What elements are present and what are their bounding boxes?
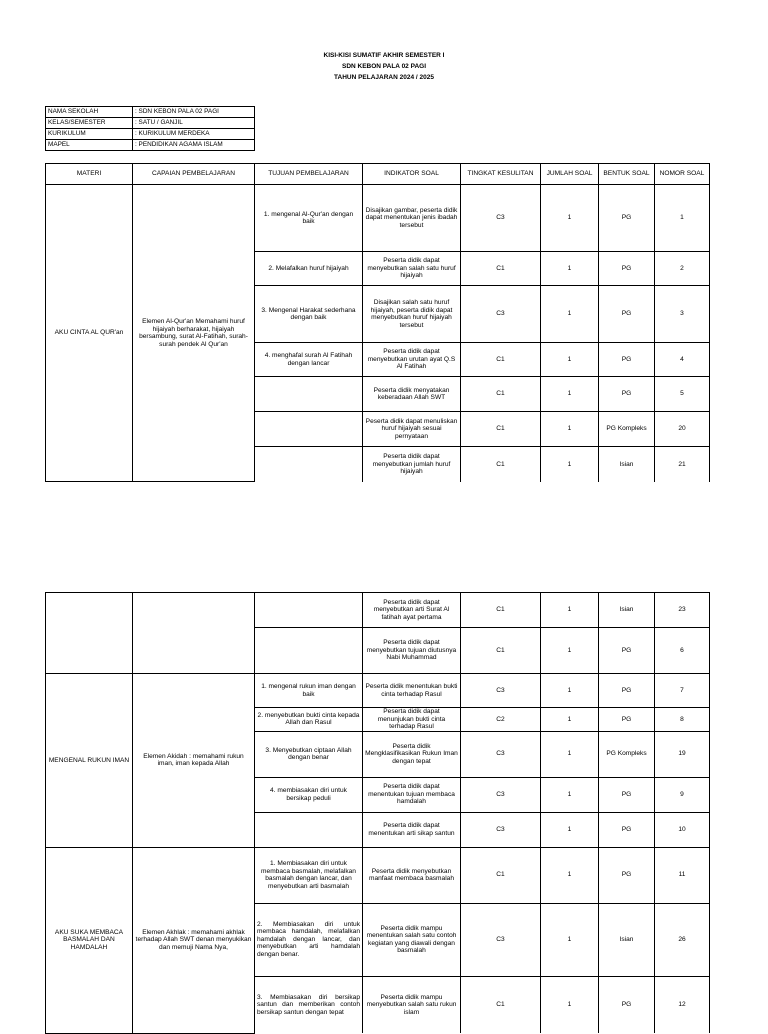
tingkat-cell: C1 <box>461 976 541 1033</box>
tingkat-cell: C3 <box>461 903 541 976</box>
col-header-tujuan: TUJUAN PEMBELAJARAN <box>255 164 363 185</box>
tingkat-cell: C1 <box>461 447 541 482</box>
tingkat-cell: C2 <box>461 708 541 732</box>
bentuk-cell: PG <box>599 777 655 812</box>
table-row <box>46 185 710 252</box>
jumlah-cell: 1 <box>541 185 599 252</box>
nomor-cell: 26 <box>655 903 710 976</box>
tingkat-cell: C1 <box>461 628 541 674</box>
jumlah-cell: 1 <box>541 976 599 1033</box>
nomor-cell: 21 <box>655 447 710 482</box>
jumlah-cell: 1 <box>541 343 599 377</box>
col-header-nomor: NOMOR SOAL <box>655 164 710 185</box>
indikator-cell: Peserta didik dapat menyebutkan salah satu huruf hijaiyah <box>363 252 461 286</box>
info-label: MAPEL <box>46 140 133 151</box>
nomor-cell: 9 <box>655 777 710 812</box>
nomor-cell: 5 <box>655 377 710 412</box>
info-row <box>46 140 255 151</box>
jumlah-cell: 1 <box>541 903 599 976</box>
tujuan-cell: 1. mengenal Al-Qur'an dengan baik <box>255 185 363 252</box>
bentuk-cell: PG Kompleks <box>599 412 655 447</box>
kisi-kisi-table-page2 <box>45 592 710 1034</box>
tingkat-cell: C3 <box>461 286 541 343</box>
tujuan-cell: 3. Mengenal Harakat sederhana dengan baik <box>255 286 363 343</box>
tujuan-cell: 1. mengenal rukun iman dengan baik <box>255 674 363 708</box>
tujuan-cell: 3. Menyebutkan ciptaan Allah dengan benar <box>255 731 363 777</box>
jumlah-cell: 1 <box>541 847 599 903</box>
tujuan-cell: 2. Membiasakan diri untuk membaca hamdalah, melafalkan hamdalah dengan lancar, dan menyebutkan arti hamdalah dengan benar. <box>255 903 363 976</box>
capaian-cell: Elemen Akhlak : memahami akhlak terhadap Allah SWT denan menyukikan dan memuji Nama Nya, <box>133 847 255 1033</box>
nomor-cell: 12 <box>655 976 710 1033</box>
tujuan-cell <box>255 628 363 674</box>
school-name-title: SDN KEBON PALA 02 PAGI <box>341 63 427 70</box>
bentuk-cell: PG <box>599 812 655 847</box>
jumlah-cell: 1 <box>541 708 599 732</box>
jumlah-cell: 1 <box>541 252 599 286</box>
bentuk-cell: PG <box>599 628 655 674</box>
tingkat-cell: C1 <box>461 412 541 447</box>
tingkat-cell: C1 <box>461 847 541 903</box>
indikator-cell: Peserta didik dapat menyebutkan jumlah huruf hijaiyah <box>363 447 461 482</box>
bentuk-cell: PG <box>599 976 655 1033</box>
tujuan-cell: 1. Membiasakan diri untuk membaca basmalah, melafalkan basmalah dengan lancar, dan menyebutkan arti basmalah <box>255 847 363 903</box>
tujuan-cell <box>255 812 363 847</box>
table-row <box>46 593 710 628</box>
bentuk-cell: Isian <box>599 593 655 628</box>
tingkat-cell: C1 <box>461 377 541 412</box>
indikator-cell: Peserta didik menyebutkan manfaat membaca basmalah <box>363 847 461 903</box>
tingkat-cell: C1 <box>461 252 541 286</box>
bentuk-cell: PG Kompleks <box>599 731 655 777</box>
indikator-cell: Peserta didik dapat menyebutkan urutan ayat Q.S Al Fatihah <box>363 343 461 377</box>
tingkat-cell: C3 <box>461 674 541 708</box>
jumlah-cell: 1 <box>541 593 599 628</box>
col-header-materi: MATERI <box>46 164 133 185</box>
tingkat-cell: C3 <box>461 185 541 252</box>
nomor-cell: 11 <box>655 847 710 903</box>
info-label: KELAS/SEMESTER <box>46 118 133 129</box>
jumlah-cell: 1 <box>541 812 599 847</box>
bentuk-cell: Isian <box>599 447 655 482</box>
bentuk-cell: PG <box>599 377 655 412</box>
indikator-cell: Peserta didik dapat menunjukan bukti cinta terhadap Rasul <box>363 708 461 732</box>
tujuan-cell <box>255 447 363 482</box>
jumlah-cell: 1 <box>541 377 599 412</box>
col-header-tingkat: TINGKAT KESULITAN <box>461 164 541 185</box>
tujuan-cell: 2. menyebutkan bukti cinta kepada Allah dan Rasul <box>255 708 363 732</box>
bentuk-cell: PG <box>599 674 655 708</box>
jumlah-cell: 1 <box>541 447 599 482</box>
bentuk-cell: Isian <box>599 903 655 976</box>
nomor-cell: 19 <box>655 731 710 777</box>
materi-cell: AKU SUKA MEMBACA BASMALAH DAN HAMDALAH <box>46 847 133 1033</box>
tujuan-cell: 4. menghafal surah Al Fatihah dengan lancar <box>255 343 363 377</box>
info-row <box>46 129 255 140</box>
tujuan-cell <box>255 412 363 447</box>
indikator-cell: Disajikan salah satu huruf hijaiyah, peserta didik dapat menyebutkan huruf hijaiyah tersebut <box>363 286 461 343</box>
tingkat-cell: C3 <box>461 777 541 812</box>
tingkat-cell: C1 <box>461 593 541 628</box>
school-info-table <box>45 106 255 151</box>
jumlah-cell: 1 <box>541 286 599 343</box>
jumlah-cell: 1 <box>541 412 599 447</box>
info-value: : PENDIDIKAN AGAMA ISLAM <box>133 140 255 151</box>
table-row <box>46 674 710 708</box>
nomor-cell: 10 <box>655 812 710 847</box>
tingkat-cell: C1 <box>461 343 541 377</box>
nomor-cell: 1 <box>655 185 710 252</box>
kisi-kisi-table-page1 <box>45 163 710 482</box>
materi-cell: AKU CINTA AL QUR'an <box>46 185 133 482</box>
nomor-cell: 4 <box>655 343 710 377</box>
col-header-capaian: CAPAIAN PEMBELAJARAN <box>133 164 255 185</box>
tujuan-cell: 2. Melafalkan huruf hijaiyah <box>255 252 363 286</box>
info-label: NAMA SEKOLAH <box>46 107 133 118</box>
jumlah-cell: 1 <box>541 777 599 812</box>
indikator-cell: Peserta didik dapat menuliskan huruf hijaiyah sesuai pernyataan <box>363 412 461 447</box>
bentuk-cell: PG <box>599 343 655 377</box>
capaian-cell: Elemen Akidah : memahami rukun iman, iman kepada Allah <box>133 674 255 848</box>
bentuk-cell: PG <box>599 847 655 903</box>
tujuan-cell: 3. Membiasakan diri bersikap santun dan memberikan contoh bersikap santun dengan tepat <box>255 976 363 1033</box>
info-label: KURIKULUM <box>46 129 133 140</box>
indikator-cell: Peserta didik dapat menentukan tujuan membaca hamdalah <box>363 777 461 812</box>
info-value: : KURIKULUM MERDEKA <box>133 129 255 140</box>
indikator-cell: Peserta didik menentukan bukti cinta terhadap Rasul <box>363 674 461 708</box>
tingkat-cell: C3 <box>461 731 541 777</box>
indikator-cell: Peserta didik dapat menyebutkan arti Surat Al fatihah ayat pertama <box>363 593 461 628</box>
bentuk-cell: PG <box>599 252 655 286</box>
doc-title: KISI-KISI SUMATIF AKHIR SEMESTER I <box>323 52 445 59</box>
indikator-cell: Peserta didik mampu menentukan salah satu contoh kegiatan yang diawali dengan basmalah <box>363 903 461 976</box>
tingkat-cell: C3 <box>461 812 541 847</box>
tujuan-cell <box>255 593 363 628</box>
bentuk-cell: PG <box>599 185 655 252</box>
table-row <box>46 847 710 903</box>
nomor-cell: 6 <box>655 628 710 674</box>
jumlah-cell: 1 <box>541 674 599 708</box>
capaian-cell: Elemen Al-Qur'an Memahami huruf hijaiyah berharakat, hijaiyah bersambung, surat Al-Fatihah, surah-surah pendek Al Qur'an <box>133 185 255 482</box>
materi-cell <box>46 593 133 674</box>
nomor-cell: 20 <box>655 412 710 447</box>
indikator-cell: Disajikan gambar, peserta didik dapat menentukan jenis ibadah tersebut <box>363 185 461 252</box>
jumlah-cell: 1 <box>541 628 599 674</box>
tujuan-cell <box>255 377 363 412</box>
info-value: : SATU / GANJIL <box>133 118 255 129</box>
indikator-cell: Peserta didik menyatakan keberadaan Allah SWT <box>363 377 461 412</box>
school-year-title: TAHUN PELAJARAN 2024 / 2025 <box>334 74 434 81</box>
nomor-cell: 8 <box>655 708 710 732</box>
tujuan-cell: 4. membiasakan diri untuk bersikap peduli <box>255 777 363 812</box>
col-header-indikator: INDIKATOR SOAL <box>363 164 461 185</box>
indikator-cell: Peserta didik dapat menentukan arti sikap santun <box>363 812 461 847</box>
col-header-bentuk: BENTUK SOAL <box>599 164 655 185</box>
bentuk-cell: PG <box>599 708 655 732</box>
indikator-cell: Peserta didik mampu menyebutkan salah satu rukun islam <box>363 976 461 1033</box>
nomor-cell: 7 <box>655 674 710 708</box>
nomor-cell: 3 <box>655 286 710 343</box>
jumlah-cell: 1 <box>541 731 599 777</box>
info-row <box>46 107 255 118</box>
info-value: : SDN KEBON PALA 02 PAGI <box>133 107 255 118</box>
indikator-cell: Peserta didik Mengklasifikasikan Rukun Iman dengan tepat <box>363 731 461 777</box>
col-header-jumlah: JUMLAH SOAL <box>541 164 599 185</box>
capaian-cell <box>133 593 255 674</box>
header-row <box>46 164 710 185</box>
materi-cell: MENGENAL RUKUN IMAN <box>46 674 133 848</box>
indikator-cell: Peserta didik dapat menyebutkan tujuan diutusnya Nabi Muhammad <box>363 628 461 674</box>
info-row <box>46 118 255 129</box>
bentuk-cell: PG <box>599 286 655 343</box>
nomor-cell: 2 <box>655 252 710 286</box>
nomor-cell: 23 <box>655 593 710 628</box>
